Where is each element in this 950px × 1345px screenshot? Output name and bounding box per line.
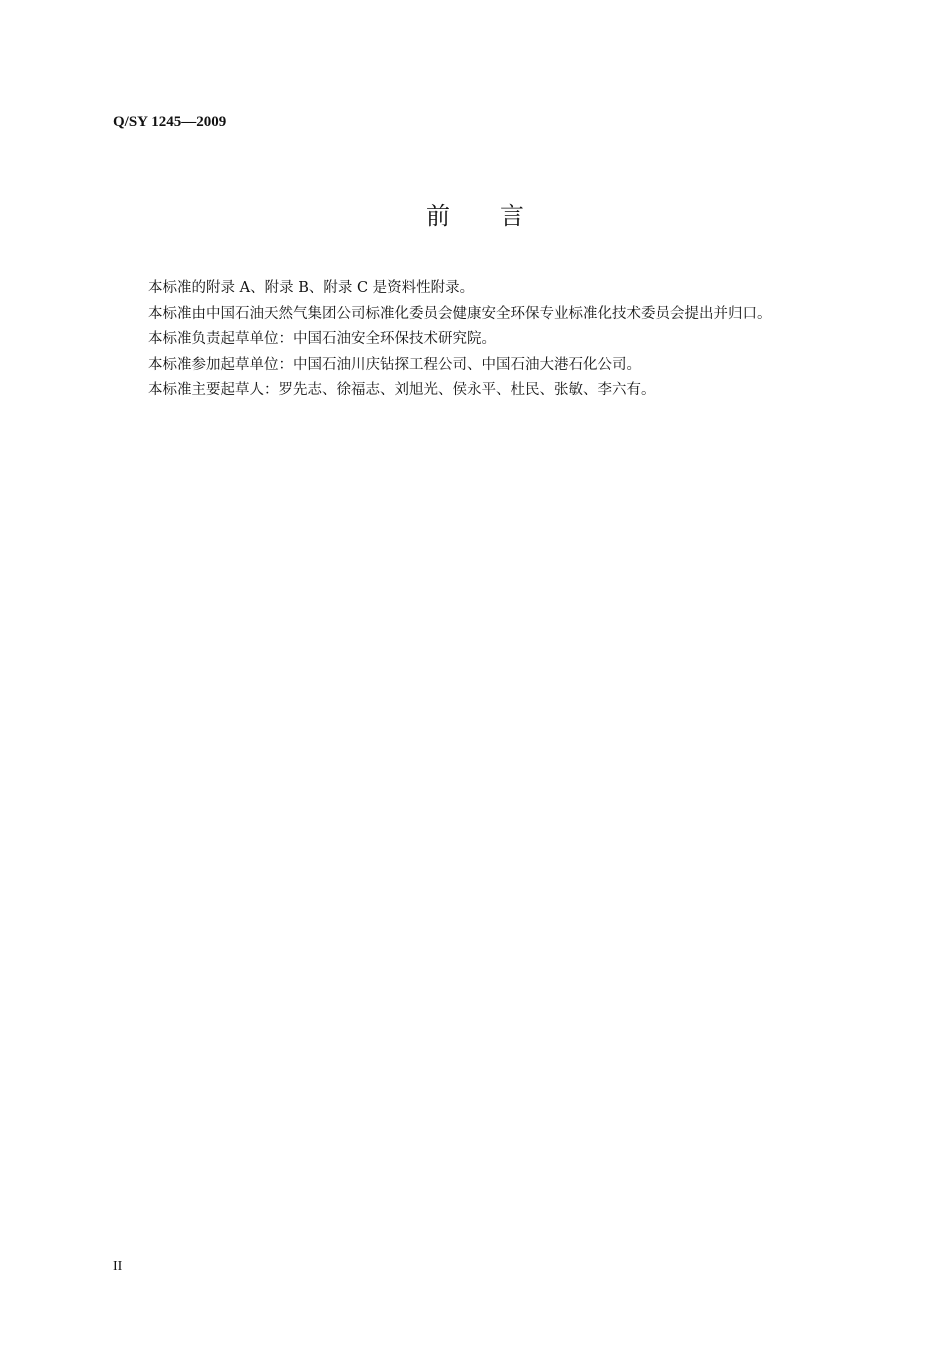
page-title <box>0 196 950 231</box>
title-char-1: 前 <box>426 202 450 230</box>
foreword-line: 本标准由中国石油天然气集团公司标准化委员会健康安全环保专业标准化技术委员会提出并归口。 <box>148 305 772 322</box>
foreword-line: 本标准的附录 A、附录 B、附录 C 是资料性附录。 <box>148 280 475 296</box>
standard-code: Q/SY 1245—2009 <box>113 114 227 130</box>
foreword-line: 本标准参加起草单位：中国石油川庆钻探工程公司、中国石油大港石化公司。 <box>148 356 641 373</box>
foreword-line: 本标准主要起草人：罗先志、徐福志、刘旭光、侯永平、杜民、张敏、李六有。 <box>148 382 656 398</box>
foreword-line: 本标准负责起草单位：中国石油安全环保技术研究院。 <box>148 331 496 347</box>
foreword-body <box>148 276 888 404</box>
title-char-2: 言 <box>500 202 524 230</box>
page-number: II <box>113 1259 123 1274</box>
